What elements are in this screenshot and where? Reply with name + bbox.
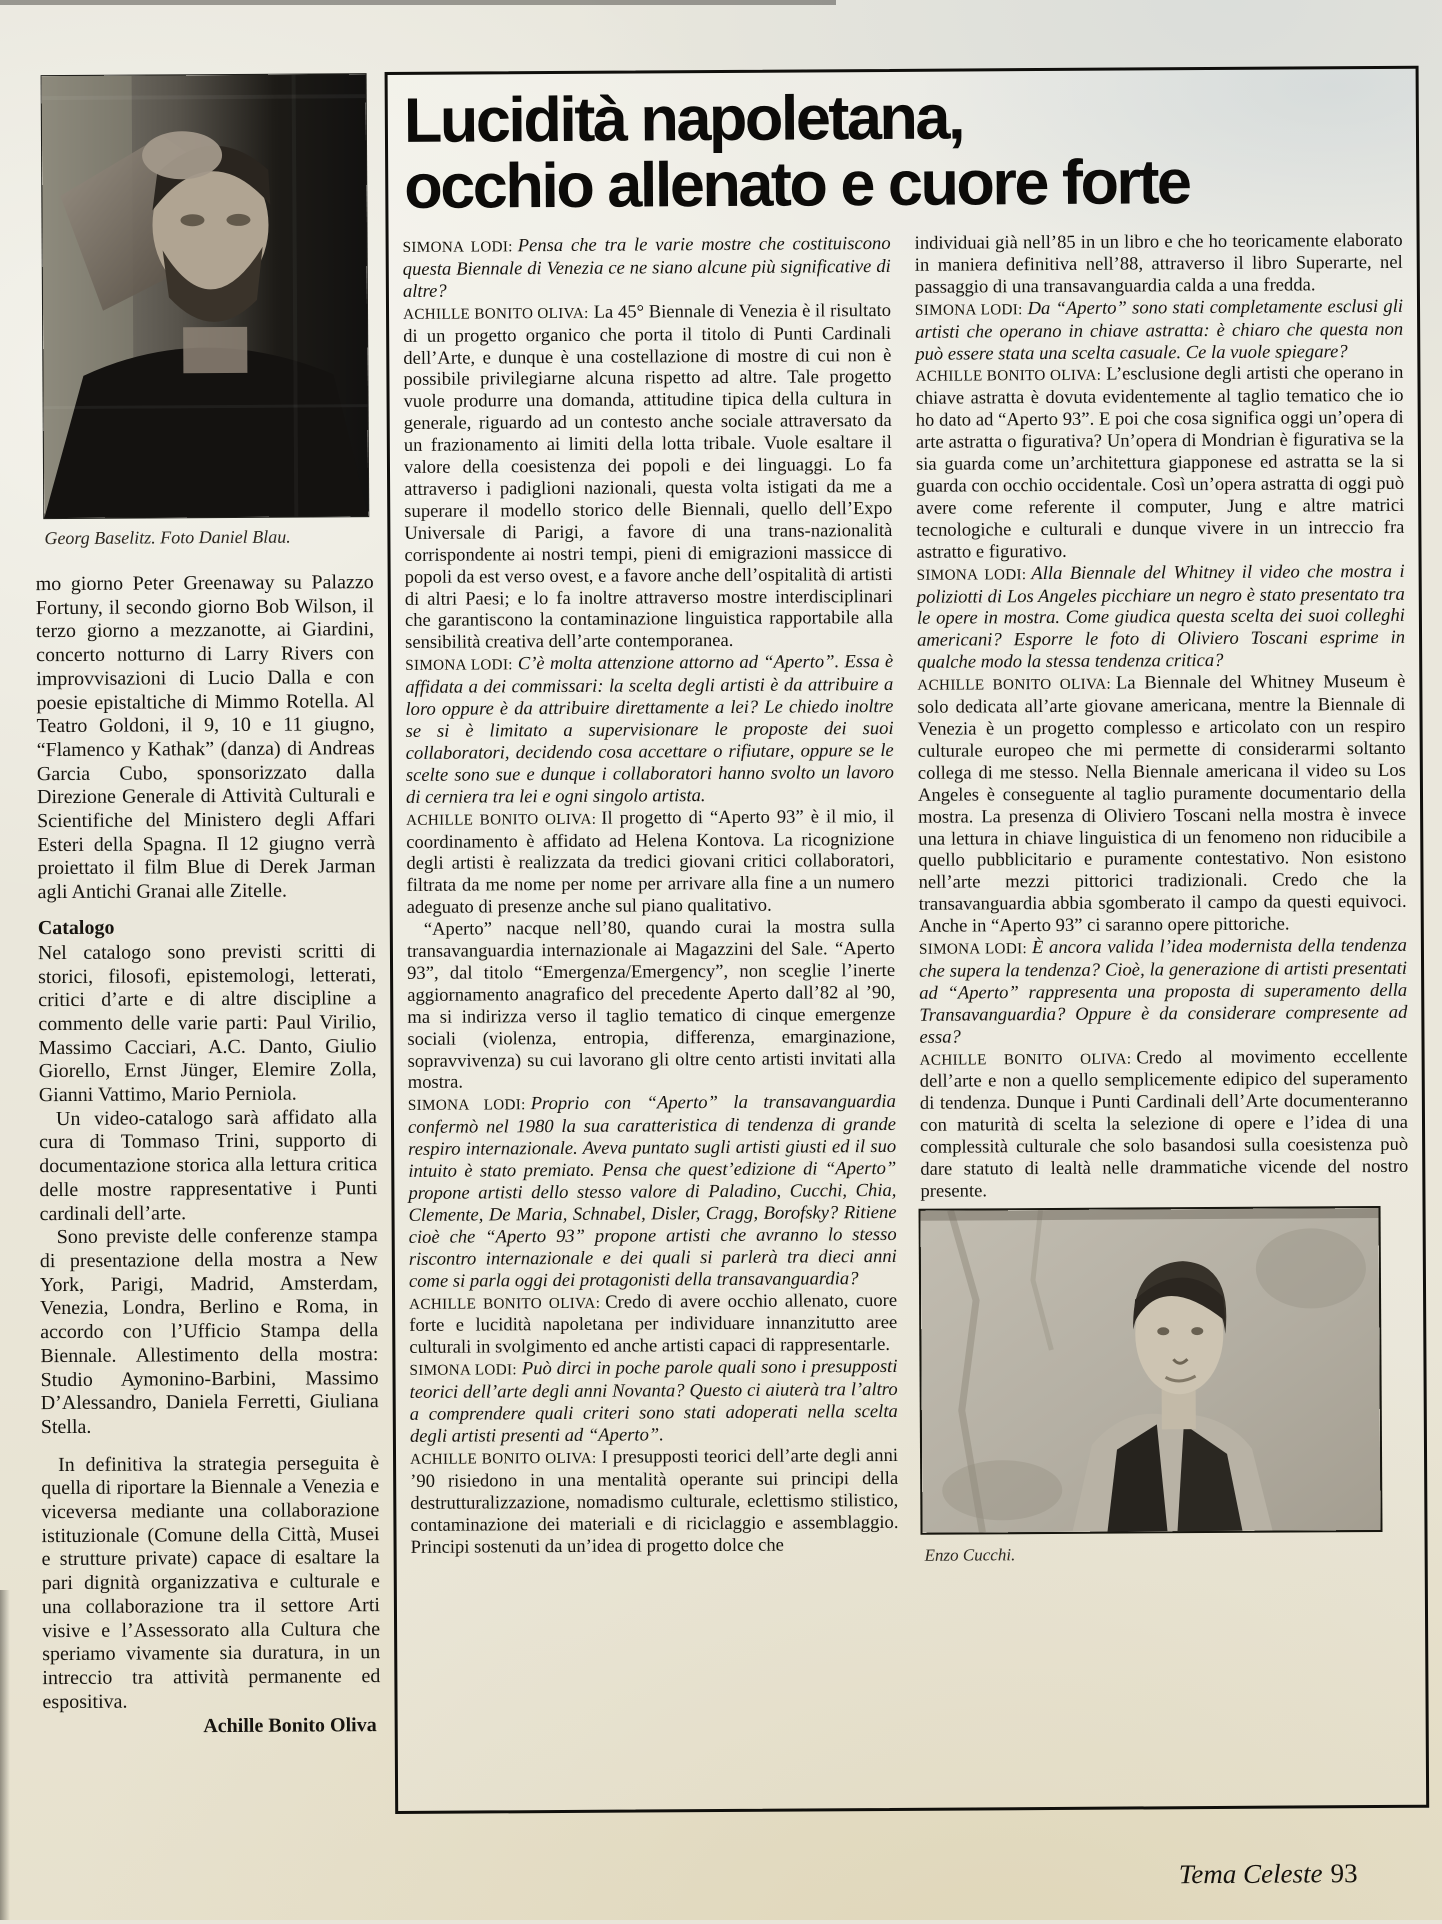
baselitz-photo: [42, 74, 369, 518]
question-text: Alla Biennale del Whitney il video che mostra i poliziotti di Los Angeles picchiare un negro è stato presentato tra le opere in mostra. Come giudica questa scelta dei suoi colleghi americani? Esporre le foto di Oliviero Toscani esprime in qualche modo la stessa tendenza critica?: [916, 560, 1406, 674]
question-text: Proprio con “Aperto” la transavanguardia confermò nel 1980 la sua caratteristica di tendenza di grande respiro internazionale. Aveva puntato sugli artisti giusti ed il suo intuito è stato premiato. Pensa che quest’edizione di “Aperto” propone artisti dello stesso valore di Paladino, Cucchi, Chia, Clemente, De Maria, Schnabel, Disler, Cragg, Borofsky? Ritiene cioè che “Aperto 93” propone artisti che avranno lo stesso riscontro internazionale e dei quali si parlerà tra dieci anni come si parla oggi dei protagonisti della transavanguardia?: [407, 1091, 897, 1292]
speaker-label: SIMONA LODI:: [409, 1361, 517, 1380]
speaker-label: SIMONA LODI:: [405, 656, 513, 675]
interview-answer-continued: [915, 230, 1403, 299]
speaker-label: SIMONA LODI:: [407, 1096, 526, 1115]
interview-answer: [403, 300, 893, 654]
interview-question: [403, 233, 891, 303]
sidebar-paragraph: Un video-catalogo sarà affidato alla cura di Tommaso Trini, supporto di documentazione storica alla lettura critica delle mostre rappresentative i Punti cardinali dell’arte.: [39, 1105, 378, 1225]
sidebar-paragraph: Nel catalogo sono previsti scritti di storici, filosofi, epistemologi, letterati, critici d’arte e di altre discipline a commento delle varie parti: Paul Virilio, Massimo Cacciari, A.C. Danto, Giulio Giorello, Ernst Jünger, Elemire Zolla, Gianni Vattimo, Mario Perniola.: [37, 939, 377, 1107]
answer-text: Credo al movimento eccellente dell’arte e non a quello semplicemente edipico del superamento di tendenza. Dunque i Punti Cardinali dell’Arte documenteranno con maturità di scelta la selezione di opere e l’idea di una complessità culturale che solo basandosi sulla coesistenza può dare statuto di lealtà nelle drammatiche vicende del nostro presente.: [919, 1045, 1409, 1202]
interview-question: [915, 296, 1403, 366]
interview-answer: [917, 671, 1407, 938]
speaker-label: SIMONA LODI:: [918, 940, 1028, 958]
interview-question: [409, 1356, 898, 1448]
page-number: 93: [1330, 1858, 1358, 1889]
answer-text: La 45° Biennale di Venezia è il risultato di un progetto organico che porta il titolo di Punti Cardinali dell’Arte, e dunque è una costellazione di mostre di cui non è possibile privilegiarne alcuna rispetto ad altre. Tale progetto vuole produrre una domanda, attitudine tipica della cultura in generale, riguardo ad un contesto anche sociale attraversato da un frazionamento ai limiti della lotta tribale. Vuole esaltare il valore della coesistenza dei popoli e dei linguaggi. Lo fa attraverso i padiglioni nazionali, questa volta istigati da me a superare il modello storico delle Biennali, quello dell’Expo Universale di Parigi, a favore di una trans-nazionalità corrispondente ai nostri tempi, pieni di emigrazioni massicce di popoli da est verso ovest, e a favore anche dell’ospitalità di artisti di altri Paesi; e lo fa inoltre attraverso mostre interdisciplinari che garantiscono la contaminazione linguistica rapportabile alla sensibilità creativa dell’arte contemporanea.: [403, 299, 893, 654]
interview-question: [917, 560, 1406, 674]
question-text: Può dirci in poche parole quali sono i presupposti teorici dell’arte degli anni Novanta? Questo ci aiuterà tra l’altro a comprendere quali criteri sono stati adoperati nella scelta degli artisti presenti ad “Aperto”.: [409, 1356, 898, 1447]
question-text: C’è molta attenzione attorno ad “Aperto”. Essa è affidata a dei commissari: la scelta degli artisti è da attribuire a loro oppure è da attribuire direttamente a lei? Le chiedo inoltre se si è limitato a supervisionare le proposte dei suoi collaboratori, decidendo cosa accettare o rifiutare, oppure se le scelte sono sue e dunque i collaboratori hanno svolto un lavoro di cerniera tra lei e ogni singolo artista.: [405, 651, 894, 808]
interview-answer: [915, 362, 1404, 563]
answer-text: La Biennale del Whitney Museum è solo dedicata all’arte giovane americana, mentre la Biennale di Venezia è un progetto complesso e articolato con un respiro culturale europeo che mi permette di considerarmi soltanto collega di me stesso. Nella Biennale americana il video su Los Angeles è conseguente al taglio puramente documentario della mostra. La presenza di Oliviero Toscani nella mostra è invece una lettura in chiave linguistica di un fenomeno non riducibile a quello pubblicitario e puramente contestativo. Non esistono nell’arte mezzi pittorici tradizionali. Credo che la transavanguardia abbia sgomberato il campo da questi equivoci. Anche in “Aperto 93” ci saranno opere pittoriche.: [917, 670, 1407, 937]
interview-answer: [410, 1445, 899, 1559]
article-title-line1: Lucidità napoletana,: [403, 82, 964, 156]
question-text: È ancora valida l’idea modernista della tendenza che supera la tendenza? Cioè, la generazione di artisti presentati ad “Aperto” rappresenta una proposta di superamento della Transavanguardia? Oppure è da considerare compresente ad essa?: [919, 934, 1408, 1048]
speaker-label: ACHILLE BONITO OLIVA:: [409, 1449, 597, 1468]
answer-text: Il progetto di “Aperto 93” è il mio, il coordinamento è affidato ad Helena Kontova. La ricognizione degli artisti è realizzata da tredici giovani critici collaboratori, filtrata da me nome per nome per arrivare alla fine a un numero adeguato di presenze anche sul piano qualitativo.: [406, 805, 895, 919]
article-title-line2: occhio allenato e cuore forte: [404, 146, 1190, 222]
question-text: Da “Aperto” sono stati completamente esclusi gli artisti che operano in chiave astratta: è chiaro che questa non può essere stata una scelta casuale. Ce la vuole spiegare?: [915, 295, 1404, 365]
speaker-label: ACHILLE BONITO OLIVA:: [919, 1050, 1132, 1069]
speaker-label: ACHILLE BONITO OLIVA:: [915, 367, 1102, 386]
page-footer: [1179, 1858, 1358, 1890]
article-title: [404, 83, 1403, 220]
sidebar-paragraph: mo giorno Peter Greenaway su Palazzo Fortuny, il secondo giorno Bob Wilson, il terzo giorno a mezzanotte, ai Giardini, concerto notturno di Larry Rivers con improvvisazioni di Lucio Dalla e con poesie epistaltiche di Mimmo Rotella. Al Teatro Goldoni, il 9, 10 e 11 giugno, “Flamenco y Kathak” (danza) di Andreas Garcia Cubo, sponsorizzato dalla Direzione Generale di Attività Culturali e Scientifiche del Ministero degli Affari Esteri della Spagna. Il 12 giugno verrà proiettato il film Blue di Derek Jarman agli Antichi Granai alle Zitelle.: [35, 571, 376, 904]
article-column-1: [403, 233, 899, 1570]
author-signature: Achille Bonito Oliva: [203, 1714, 377, 1738]
speaker-label: SIMONA LODI:: [914, 300, 1023, 319]
interview-answer: [920, 1045, 1409, 1202]
interview-question: [919, 935, 1408, 1049]
speaker-label: ACHILLE BONITO OLIVA:: [402, 304, 589, 323]
answer-text: L’esclusione degli artisti che operano in chiave astratta è dovuta evidentemente al taglio tematico che io ho dato ad “Aperto 93”. E poi che cosa significa oggi un’opera di arte astratta o figurativa? Un’opera di Mondrian è figurativa se la sia guarda come un’architettura giapponese ed astratta se la si guarda con occhio occidentale. Così un’opera astratta di oggi può avere come referente il computer, Jung e altre matrici tecnologiche e culturali e dunque vivere in un intreccio fra astratto e figurativo.: [915, 362, 1405, 563]
article-box: [385, 66, 1430, 1814]
cucchi-photo: [921, 1208, 1381, 1533]
speaker-label: SIMONA LODI:: [402, 238, 513, 256]
answer-text: I presupposti teorici dell’arte degli anni ’90 risiedono in una mentalità operante sui principi della destrutturalizzazione, nomadismo culturale, eclettismo stilistico, contaminazione dei materiali e di riciclaggio e assemblaggio. Principi sostenuti da un’idea di progetto dolce che: [410, 1444, 899, 1558]
speaker-label: SIMONA LODI:: [916, 565, 1027, 584]
article-column-2: [915, 230, 1411, 1567]
speaker-label: ACHILLE BONITO OLIVA:: [409, 1294, 601, 1313]
sidebar-paragraph: Sono previste delle conferenze stampa di presentazione della mostra a New York, Parigi, Madrid, Amsterdam, Venezia, Londra, Berlino e Roma, in accordo con l’Ufficio Stampa della Biennale. Allestimento della mostra: Studio Aymonino-Barbini, Massimo D’Alessandro, Daniela Ferretti, Giuliana Stella.: [39, 1224, 379, 1439]
baselitz-photo-caption: Georg Baselitz. Foto Daniel Blau.: [44, 526, 291, 549]
interview-answer: [406, 806, 895, 920]
speaker-label: ACHILLE BONITO OLIVA:: [917, 675, 1112, 694]
answer-text: “Aperto” nacque nell’80, quando curai la mostra sulla transavanguardia internazionale ai Magazzini del Sale. “Aperto 93”, dal titolo “Emergenza/Emergency”, non sceglie l’inerte aggiornamento anagrafico del precedente Aperto dall’82 al ’90, ma si indirizza verso il taglio tematico di cinque emergenze sociali (violenza, entropia, differenza, emarginazione, sopravvivenza) su cui lavorano gli oltre cento artisti invitati alla mostra.: [406, 916, 896, 1094]
speaker-label: ACHILLE BONITO OLIVA:: [406, 810, 597, 829]
question-text: Pensa che tra le varie mostre che costituiscono questa Biennale di Venezia ce ne siano alcune più significative di altre?: [402, 232, 891, 302]
sidebar-text: [36, 571, 381, 1740]
interview-answer-continued: [407, 916, 896, 1094]
interview-question: [408, 1091, 897, 1292]
catalog-heading: Catalogo: [37, 916, 115, 940]
sidebar-paragraph: In definitiva la strategia perseguita è quella di riportare la Biennale a Venezia e viceversa mediante una collaborazione istituzionale (Comune della Città, Musei e strutture private) capace di esaltare la pari dignità organizzativa e culturale e una collaborazione tra il settore Arti visive e l’Assessorato alla Cultura che speriamo vivamente sia duratura, in un intreccio tra attività permanente ed espositiva.: [41, 1451, 381, 1713]
interview-question: [405, 651, 894, 808]
answer-text: individuai già nell’85 in un libro e che ho teoricamente elaborato in maniera definitiva nell’88, attraverso il libro Superarte, nel passaggio di una transavanguardia calda a una fredda.: [914, 229, 1403, 298]
answer-text: Credo di avere occhio allenato, cuore forte e lucidità napoletana per individuare innanzitutto aree culturali in svolgimento ed anche artisti capaci di rappresentarle.: [409, 1289, 898, 1359]
article-columns: [403, 230, 1411, 1570]
sidebar-column: [33, 74, 381, 1740]
magazine-name: Tema Celeste: [1178, 1858, 1323, 1890]
interview-answer: [409, 1289, 897, 1359]
cucchi-photo-caption: Enzo Cucchi.: [924, 1545, 1016, 1565]
